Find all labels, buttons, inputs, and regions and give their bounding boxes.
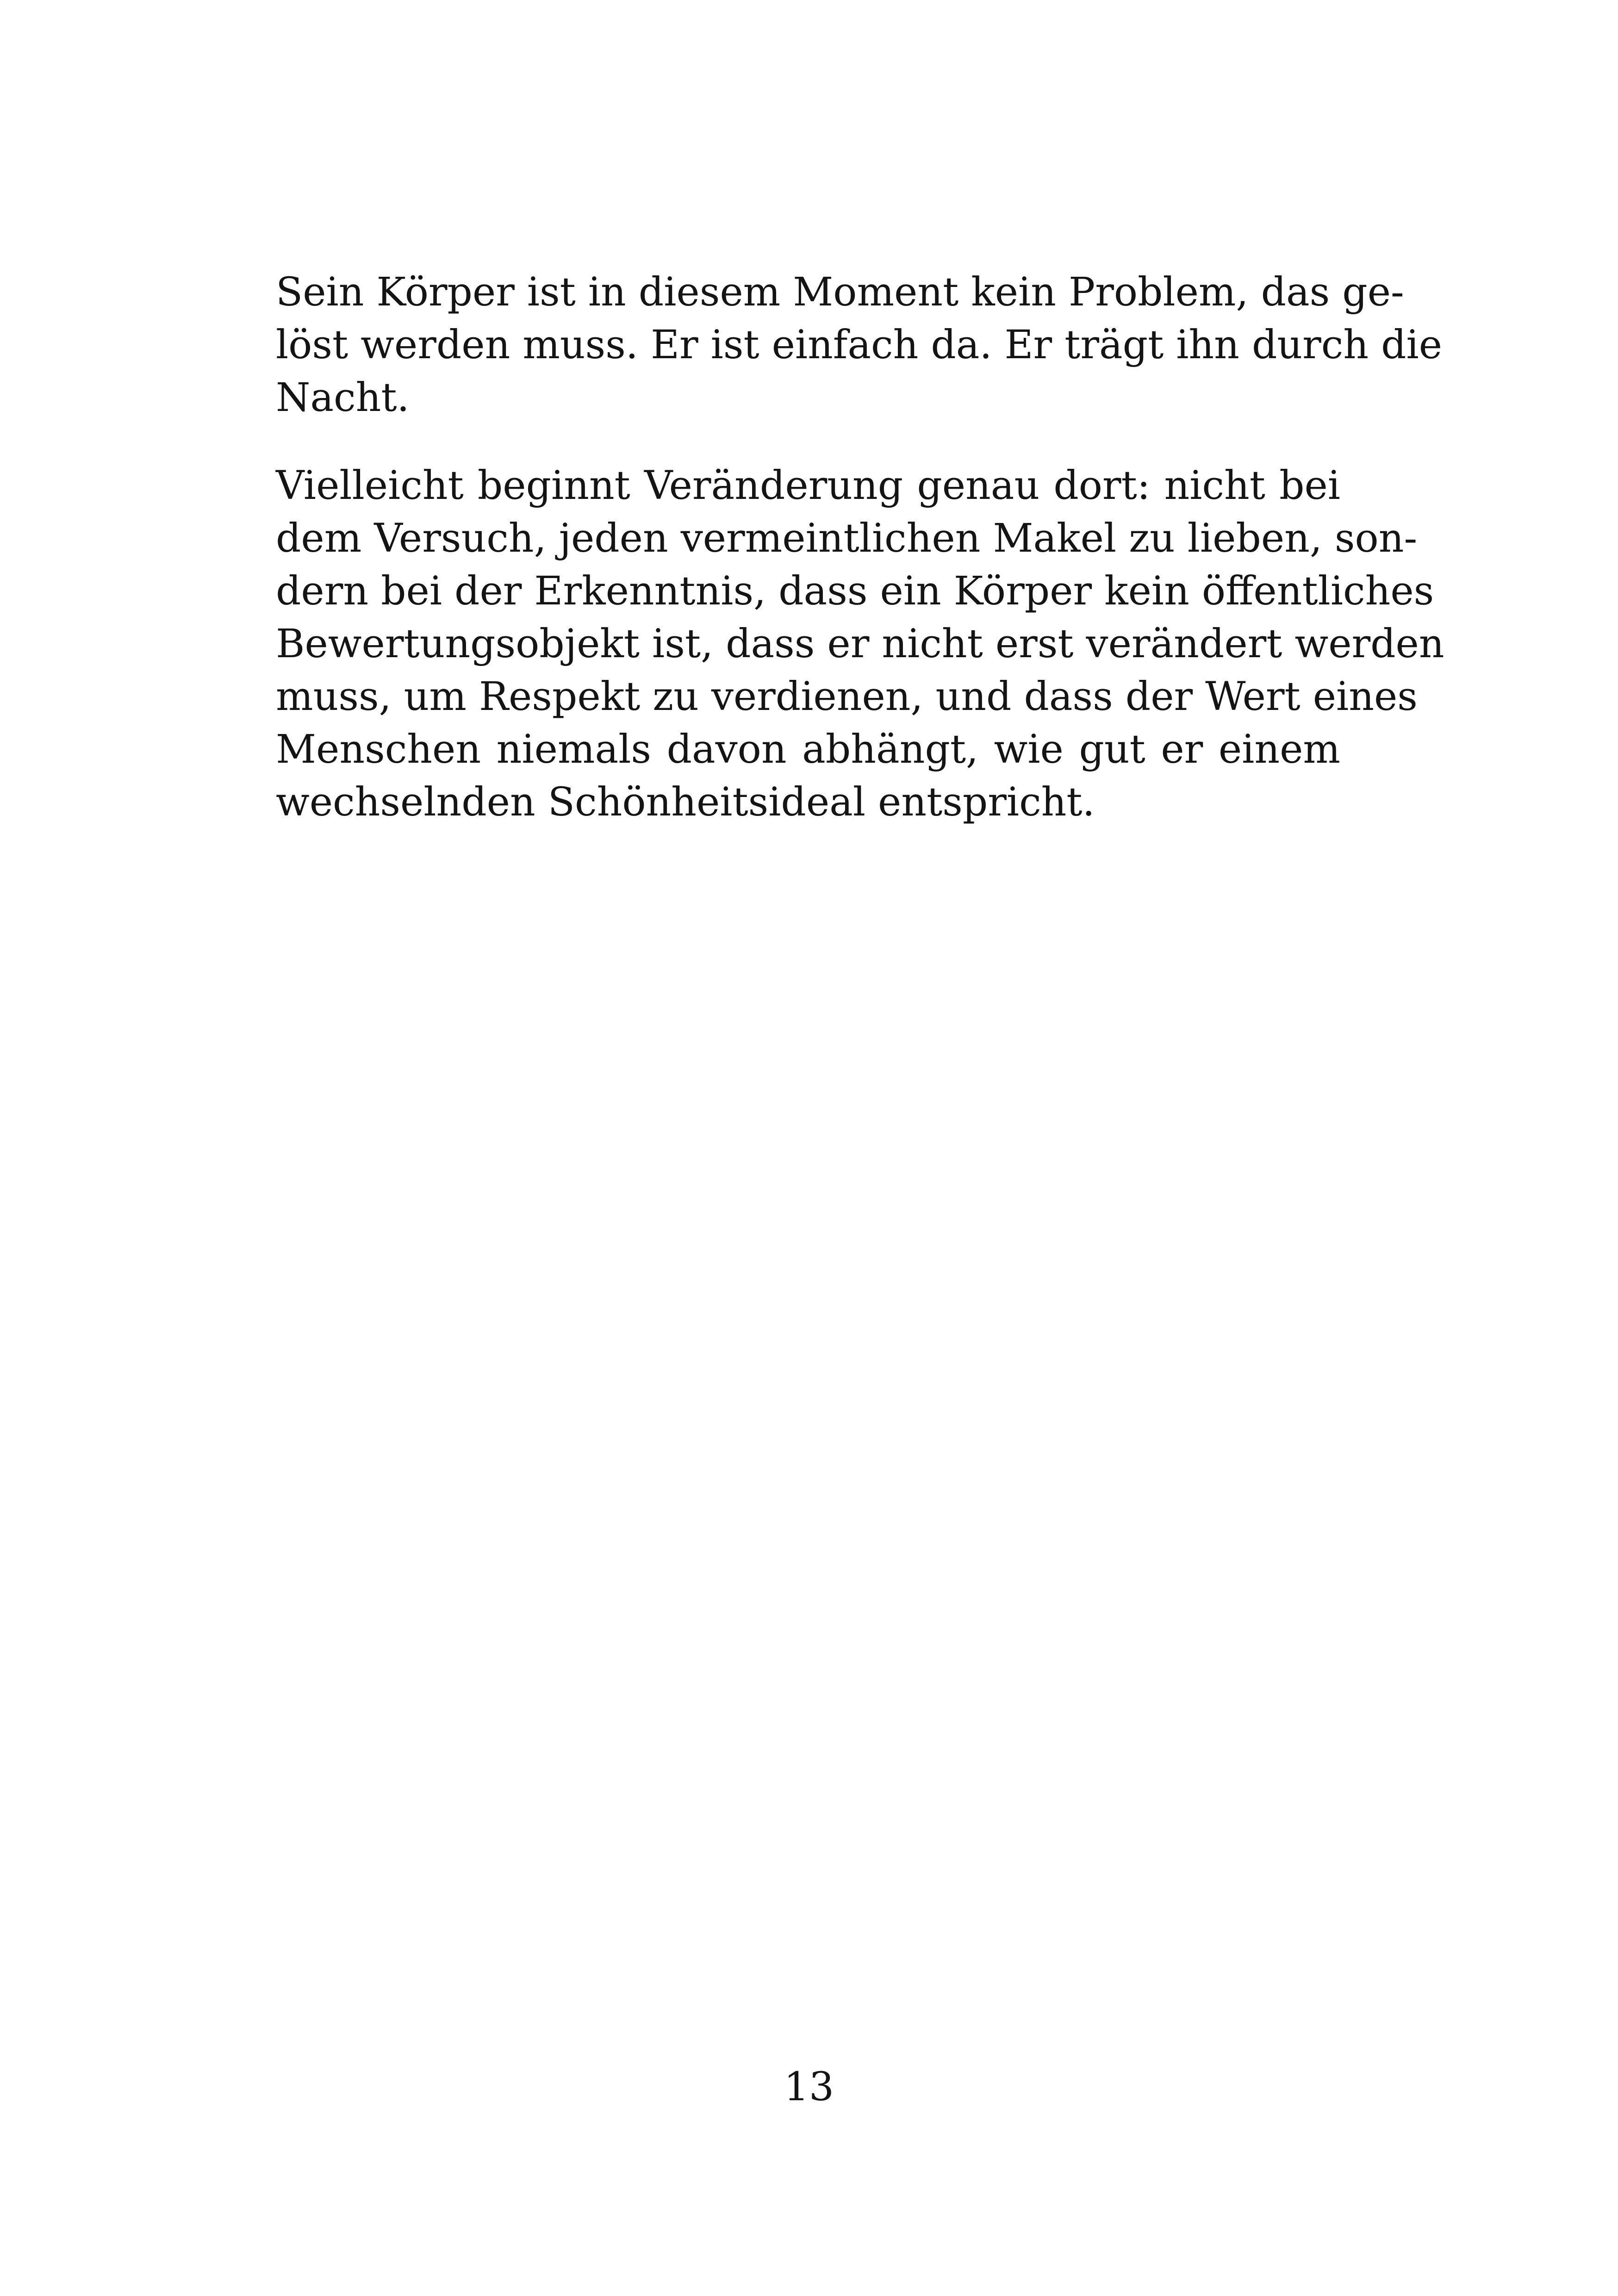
paragraph-line: Nacht. bbox=[276, 375, 410, 421]
paragraph-line: löst werden muss. Er ist einfach da. Er trägt ihn durch die bbox=[276, 322, 1442, 368]
paragraph-line: Vielleicht beginnt Veränderung genau dort: nicht bei bbox=[276, 463, 1340, 509]
paragraph-line: Menschen niemals davon abhängt, wie gut er einem bbox=[276, 727, 1340, 772]
paragraph-line: wechselnden Schönheitsideal entspricht. bbox=[276, 779, 1095, 825]
paragraph-line: Bewertungsobjekt ist, dass er nicht erst verändert werden bbox=[276, 621, 1444, 667]
paragraph-spacer bbox=[276, 424, 1340, 460]
paragraph-line: muss, um Respekt zu verdienen, und dass der Wert eines bbox=[276, 674, 1418, 720]
paragraph-1 bbox=[276, 266, 1442, 424]
paragraph-line: Sein Körper ist in diesem Moment kein Problem, das ge- bbox=[276, 269, 1404, 315]
page-number: 13 bbox=[784, 2064, 834, 2110]
paragraph-2 bbox=[276, 460, 1444, 829]
paragraph-line: dem Versuch, jeden vermeintlichen Makel zu lieben, son- bbox=[276, 516, 1418, 561]
body-text bbox=[276, 266, 1444, 829]
paragraph-line: dern bei der Erkenntnis, dass ein Körper kein öffentliches bbox=[276, 568, 1434, 614]
